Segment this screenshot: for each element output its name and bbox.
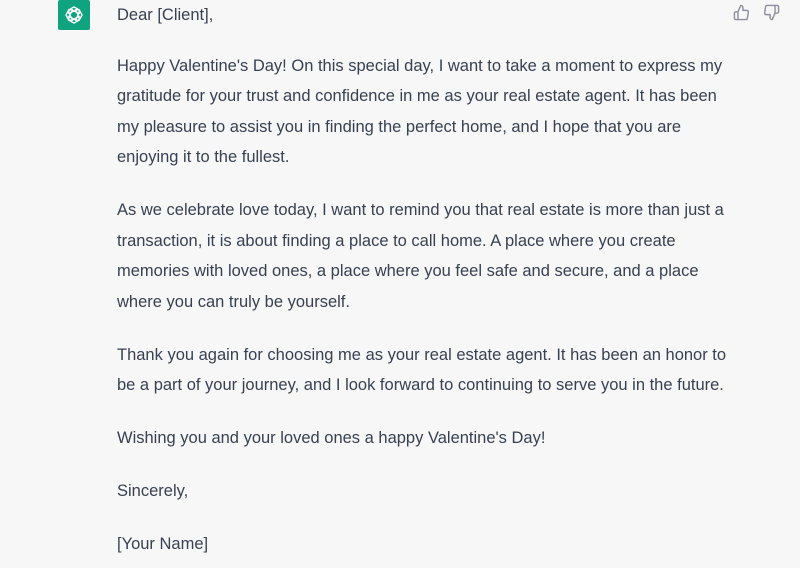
assistant-avatar xyxy=(58,0,90,30)
openai-logo-icon xyxy=(63,4,85,26)
feedback-buttons xyxy=(732,3,780,21)
message-paragraph: Happy Valentine's Day! On this special day, I want to take a moment to express my gratitude for your trust and confidence in me as your real estate agent. It has been my pleasure to assist you in finding the perfect home, and I hope that you are enjoying it to the fullest. xyxy=(117,56,723,166)
thumbs-up-icon xyxy=(733,4,750,21)
message-paragraph: [Your Name] xyxy=(117,535,209,553)
assistant-message xyxy=(117,0,729,568)
message-paragraph: Wishing you and your loved ones a happy Valentine's Day! xyxy=(117,429,546,447)
thumbs-up-button[interactable] xyxy=(732,3,750,21)
message-paragraph: Thank you again for choosing me as your real estate agent. It has been an honor to be a part of your journey, and I look forward to continuing to serve you in the future. xyxy=(117,345,727,394)
thumbs-down-icon xyxy=(763,4,780,21)
message-paragraph: As we celebrate love today, I want to remind you that real estate is more than just a transaction, it is about finding a place to call home. A place where you create memories with loved ones, a place where you feel safe and secure, and a place where you can truly be yourself. xyxy=(117,201,724,311)
message-paragraph: Sincerely, xyxy=(117,482,189,500)
message-paragraph: Dear [Client], xyxy=(117,6,214,24)
thumbs-down-button[interactable] xyxy=(762,3,780,21)
